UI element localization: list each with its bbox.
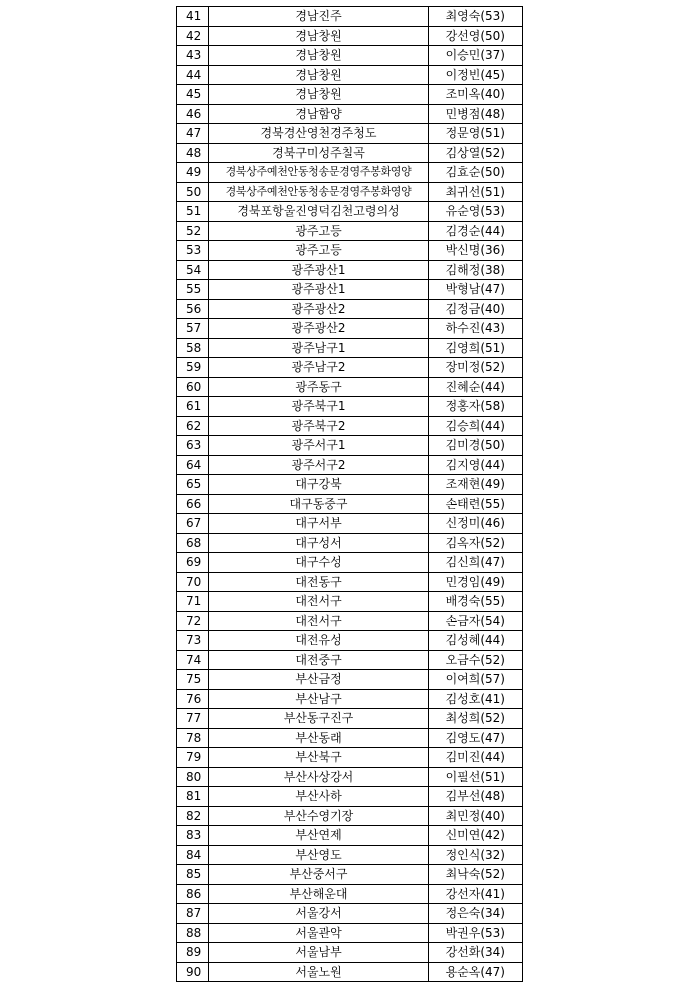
region-cell: 광주서구1 xyxy=(209,436,429,456)
row-number: 69 xyxy=(177,553,209,573)
region-cell: 부산남구 xyxy=(209,689,429,709)
region-cell: 광주서구2 xyxy=(209,455,429,475)
row-number: 61 xyxy=(177,397,209,417)
region-cell: 대구성서 xyxy=(209,533,429,553)
name-age-cell: 이정빈(45) xyxy=(429,65,523,85)
name-age-cell: 신미연(42) xyxy=(429,826,523,846)
row-number: 67 xyxy=(177,514,209,534)
table-row xyxy=(177,533,523,553)
name-age-cell: 유순영(53) xyxy=(429,202,523,222)
row-number: 84 xyxy=(177,845,209,865)
table-row xyxy=(177,904,523,924)
region-cell: 대구강북 xyxy=(209,475,429,495)
region-cell: 대전서구 xyxy=(209,611,429,631)
region-cell: 부산사상강서 xyxy=(209,767,429,787)
row-number: 64 xyxy=(177,455,209,475)
region-cell: 경남창원 xyxy=(209,65,429,85)
region-cell: 광주남구2 xyxy=(209,358,429,378)
row-number: 71 xyxy=(177,592,209,612)
table-row xyxy=(177,494,523,514)
region-cell: 경남창원 xyxy=(209,26,429,46)
row-number: 55 xyxy=(177,280,209,300)
name-age-cell: 정은숙(34) xyxy=(429,904,523,924)
region-cell: 부산영도 xyxy=(209,845,429,865)
row-number: 70 xyxy=(177,572,209,592)
row-number: 43 xyxy=(177,46,209,66)
region-cell: 광주고등 xyxy=(209,221,429,241)
row-number: 77 xyxy=(177,709,209,729)
name-age-cell: 오금수(52) xyxy=(429,650,523,670)
row-number: 90 xyxy=(177,962,209,982)
row-number: 56 xyxy=(177,299,209,319)
name-age-cell: 김미경(50) xyxy=(429,436,523,456)
roster-body xyxy=(177,7,523,982)
table-row xyxy=(177,260,523,280)
row-number: 72 xyxy=(177,611,209,631)
row-number: 42 xyxy=(177,26,209,46)
table-row xyxy=(177,182,523,202)
region-cell: 경남함양 xyxy=(209,104,429,124)
region-cell: 광주북구1 xyxy=(209,397,429,417)
name-age-cell: 정홍자(58) xyxy=(429,397,523,417)
row-number: 88 xyxy=(177,923,209,943)
name-age-cell: 이여희(57) xyxy=(429,670,523,690)
table-row xyxy=(177,46,523,66)
table-row xyxy=(177,358,523,378)
row-number: 75 xyxy=(177,670,209,690)
row-number: 66 xyxy=(177,494,209,514)
name-age-cell: 손금자(54) xyxy=(429,611,523,631)
table-row xyxy=(177,572,523,592)
table-row xyxy=(177,299,523,319)
table-row xyxy=(177,650,523,670)
row-number: 65 xyxy=(177,475,209,495)
table-row xyxy=(177,943,523,963)
region-cell: 광주고등 xyxy=(209,241,429,261)
row-number: 79 xyxy=(177,748,209,768)
row-number: 52 xyxy=(177,221,209,241)
region-cell: 대구수성 xyxy=(209,553,429,573)
name-age-cell: 김옥자(52) xyxy=(429,533,523,553)
table-row xyxy=(177,202,523,222)
row-number: 54 xyxy=(177,260,209,280)
region-cell: 광주동구 xyxy=(209,377,429,397)
table-row xyxy=(177,26,523,46)
row-number: 57 xyxy=(177,319,209,339)
region-cell: 경북경산영천경주청도 xyxy=(209,124,429,144)
region-cell: 경남창원 xyxy=(209,46,429,66)
name-age-cell: 김상열(52) xyxy=(429,143,523,163)
table-row xyxy=(177,611,523,631)
name-age-cell: 이승민(37) xyxy=(429,46,523,66)
name-age-cell: 정인식(32) xyxy=(429,845,523,865)
table-row xyxy=(177,124,523,144)
region-cell: 부산중서구 xyxy=(209,865,429,885)
row-number: 87 xyxy=(177,904,209,924)
table-row xyxy=(177,631,523,651)
table-row xyxy=(177,748,523,768)
name-age-cell: 강선화(34) xyxy=(429,943,523,963)
row-number: 82 xyxy=(177,806,209,826)
row-number: 78 xyxy=(177,728,209,748)
row-number: 73 xyxy=(177,631,209,651)
table-row xyxy=(177,709,523,729)
name-age-cell: 박신명(36) xyxy=(429,241,523,261)
region-cell: 대전서구 xyxy=(209,592,429,612)
region-cell: 광주광산2 xyxy=(209,319,429,339)
table-row xyxy=(177,553,523,573)
table-row xyxy=(177,962,523,982)
row-number: 63 xyxy=(177,436,209,456)
region-cell: 서울남부 xyxy=(209,943,429,963)
region-cell: 광주남구1 xyxy=(209,338,429,358)
region-cell: 부산연제 xyxy=(209,826,429,846)
name-age-cell: 김영희(51) xyxy=(429,338,523,358)
name-age-cell: 김성혜(44) xyxy=(429,631,523,651)
name-age-cell: 민병점(48) xyxy=(429,104,523,124)
name-age-cell: 김미진(44) xyxy=(429,748,523,768)
roster-table xyxy=(176,6,523,982)
table-row xyxy=(177,923,523,943)
region-cell: 대구동중구 xyxy=(209,494,429,514)
region-cell: 부산금정 xyxy=(209,670,429,690)
region-cell: 부산해운대 xyxy=(209,884,429,904)
region-cell: 서울노원 xyxy=(209,962,429,982)
region-cell: 대구서부 xyxy=(209,514,429,534)
row-number: 83 xyxy=(177,826,209,846)
table-row xyxy=(177,826,523,846)
region-cell: 대전동구 xyxy=(209,572,429,592)
table-row xyxy=(177,436,523,456)
name-age-cell: 김정금(40) xyxy=(429,299,523,319)
table-row xyxy=(177,241,523,261)
table-row xyxy=(177,377,523,397)
table-row xyxy=(177,670,523,690)
table-row xyxy=(177,475,523,495)
row-number: 51 xyxy=(177,202,209,222)
name-age-cell: 장미정(52) xyxy=(429,358,523,378)
row-number: 80 xyxy=(177,767,209,787)
name-age-cell: 김성호(41) xyxy=(429,689,523,709)
row-number: 48 xyxy=(177,143,209,163)
row-number: 85 xyxy=(177,865,209,885)
row-number: 53 xyxy=(177,241,209,261)
table-row xyxy=(177,806,523,826)
name-age-cell: 최영숙(53) xyxy=(429,7,523,27)
row-number: 49 xyxy=(177,163,209,183)
region-cell: 경남진주 xyxy=(209,7,429,27)
row-number: 41 xyxy=(177,7,209,27)
region-cell: 광주북구2 xyxy=(209,416,429,436)
name-age-cell: 손태련(55) xyxy=(429,494,523,514)
region-cell: 광주광산1 xyxy=(209,260,429,280)
table-row xyxy=(177,689,523,709)
name-age-cell: 박권우(53) xyxy=(429,923,523,943)
row-number: 68 xyxy=(177,533,209,553)
region-cell: 경북구미성주칠곡 xyxy=(209,143,429,163)
region-cell: 광주광산1 xyxy=(209,280,429,300)
table-row xyxy=(177,514,523,534)
name-age-cell: 민경임(49) xyxy=(429,572,523,592)
row-number: 45 xyxy=(177,85,209,105)
row-number: 62 xyxy=(177,416,209,436)
table-row xyxy=(177,787,523,807)
name-age-cell: 김해정(38) xyxy=(429,260,523,280)
name-age-cell: 진혜순(44) xyxy=(429,377,523,397)
region-cell: 부산동구진구 xyxy=(209,709,429,729)
region-cell: 부산사하 xyxy=(209,787,429,807)
table-row xyxy=(177,416,523,436)
row-number: 50 xyxy=(177,182,209,202)
table-row xyxy=(177,845,523,865)
name-age-cell: 김부선(48) xyxy=(429,787,523,807)
table-row xyxy=(177,221,523,241)
name-age-cell: 용순옥(47) xyxy=(429,962,523,982)
row-number: 58 xyxy=(177,338,209,358)
region-cell: 경남창원 xyxy=(209,85,429,105)
table-row xyxy=(177,143,523,163)
name-age-cell: 김효순(50) xyxy=(429,163,523,183)
region-cell: 부산수영기장 xyxy=(209,806,429,826)
row-number: 46 xyxy=(177,104,209,124)
table-row xyxy=(177,592,523,612)
table-row xyxy=(177,163,523,183)
table-row xyxy=(177,85,523,105)
row-number: 86 xyxy=(177,884,209,904)
name-age-cell: 조재현(49) xyxy=(429,475,523,495)
name-age-cell: 김영도(47) xyxy=(429,728,523,748)
name-age-cell: 최성희(52) xyxy=(429,709,523,729)
region-cell: 대전중구 xyxy=(209,650,429,670)
row-number: 74 xyxy=(177,650,209,670)
name-age-cell: 하수진(43) xyxy=(429,319,523,339)
name-age-cell: 김지영(44) xyxy=(429,455,523,475)
name-age-cell: 강선영(50) xyxy=(429,26,523,46)
name-age-cell: 김신희(47) xyxy=(429,553,523,573)
name-age-cell: 이필선(51) xyxy=(429,767,523,787)
row-number: 89 xyxy=(177,943,209,963)
table-row xyxy=(177,7,523,27)
name-age-cell: 조미옥(40) xyxy=(429,85,523,105)
table-row xyxy=(177,397,523,417)
region-cell: 광주광산2 xyxy=(209,299,429,319)
name-age-cell: 배경숙(55) xyxy=(429,592,523,612)
row-number: 76 xyxy=(177,689,209,709)
row-number: 60 xyxy=(177,377,209,397)
region-cell: 경북상주예천안동청송문경영주봉화영양 xyxy=(209,163,429,183)
region-cell: 경북상주예천안동청송문경영주봉화영양 xyxy=(209,182,429,202)
name-age-cell: 최귀선(51) xyxy=(429,182,523,202)
region-cell: 서울관악 xyxy=(209,923,429,943)
name-age-cell: 정문영(51) xyxy=(429,124,523,144)
table-row xyxy=(177,104,523,124)
table-row xyxy=(177,280,523,300)
name-age-cell: 신정미(46) xyxy=(429,514,523,534)
region-cell: 부산동래 xyxy=(209,728,429,748)
name-age-cell: 강선자(41) xyxy=(429,884,523,904)
table-row xyxy=(177,455,523,475)
table-row xyxy=(177,338,523,358)
region-cell: 경북포항울진영덕김천고령의성 xyxy=(209,202,429,222)
region-cell: 부산북구 xyxy=(209,748,429,768)
row-number: 44 xyxy=(177,65,209,85)
table-row xyxy=(177,884,523,904)
table-row xyxy=(177,319,523,339)
table-row xyxy=(177,767,523,787)
row-number: 81 xyxy=(177,787,209,807)
name-age-cell: 박형남(47) xyxy=(429,280,523,300)
name-age-cell: 김경순(44) xyxy=(429,221,523,241)
table-row xyxy=(177,728,523,748)
name-age-cell: 김승희(44) xyxy=(429,416,523,436)
row-number: 47 xyxy=(177,124,209,144)
name-age-cell: 최민정(40) xyxy=(429,806,523,826)
name-age-cell: 최낙숙(52) xyxy=(429,865,523,885)
table-row xyxy=(177,65,523,85)
region-cell: 대전유성 xyxy=(209,631,429,651)
table-row xyxy=(177,865,523,885)
row-number: 59 xyxy=(177,358,209,378)
region-cell: 서울강서 xyxy=(209,904,429,924)
